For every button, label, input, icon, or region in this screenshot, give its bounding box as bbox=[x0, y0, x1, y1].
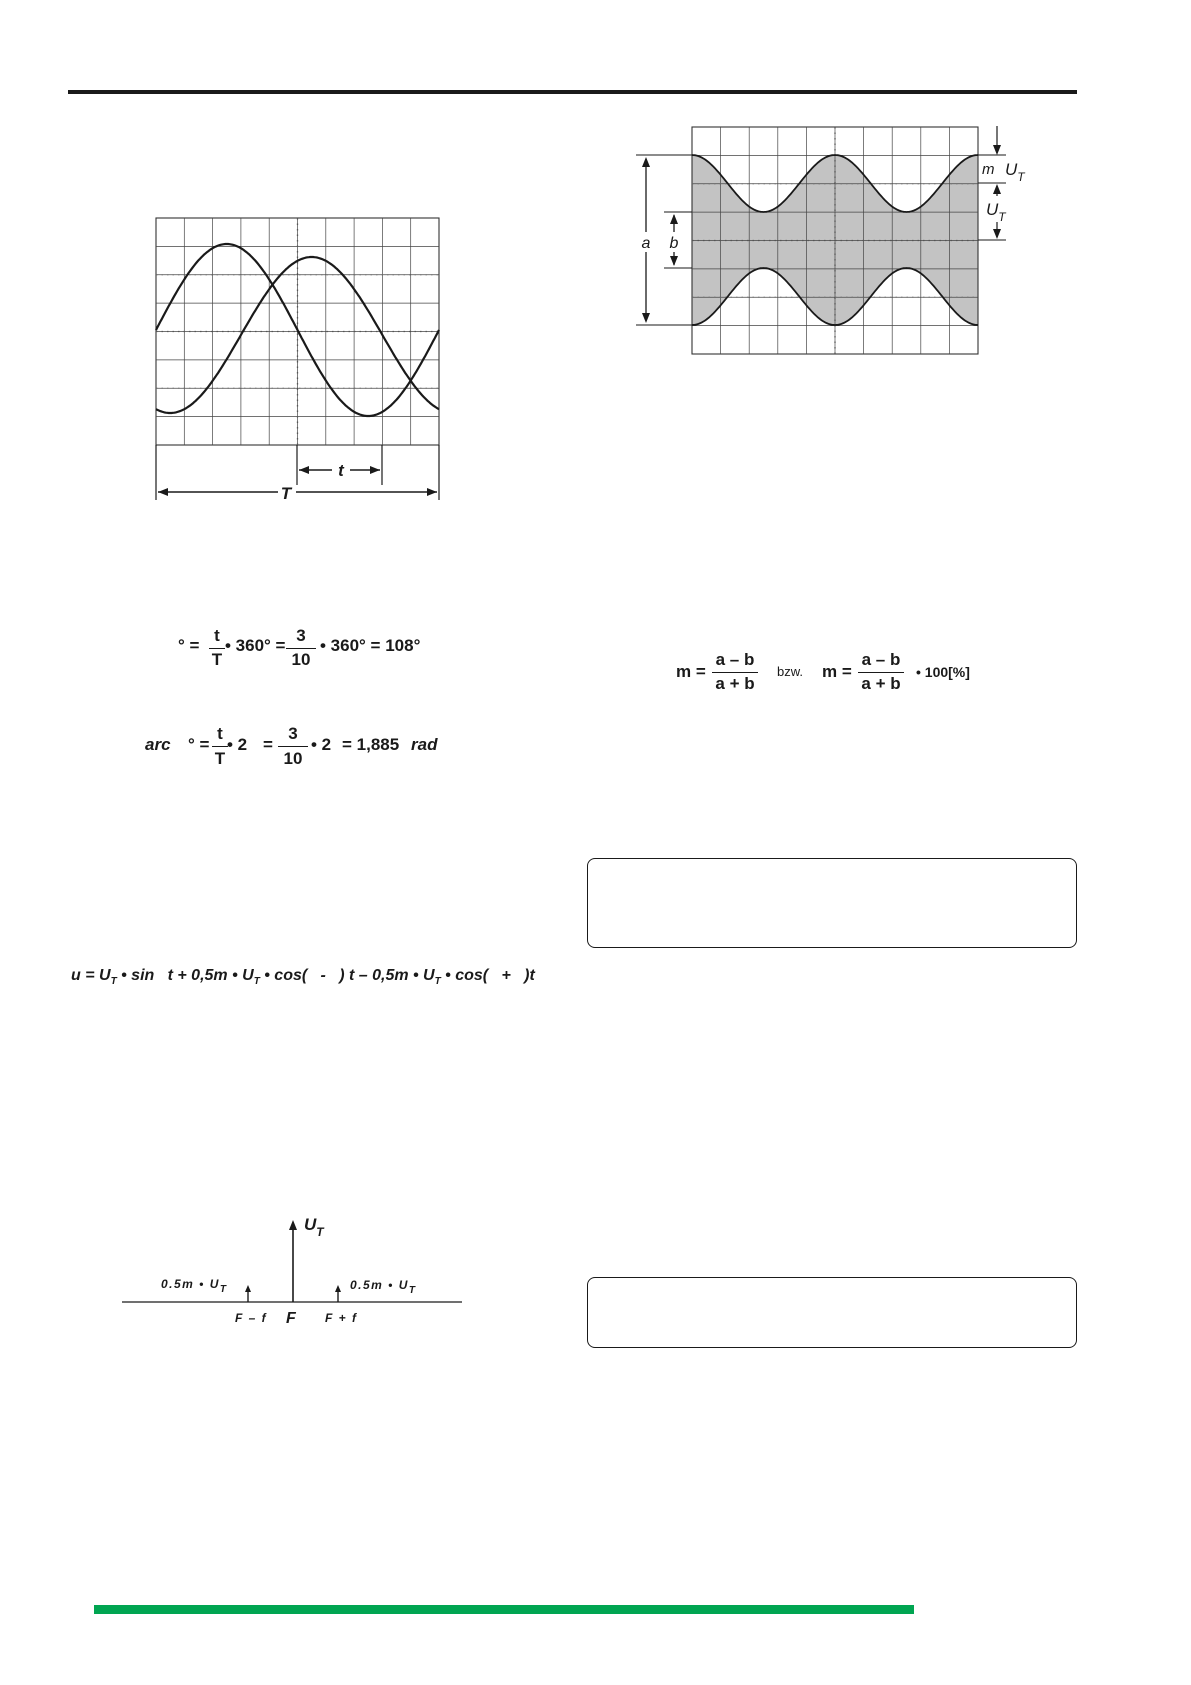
subscript-T: T bbox=[110, 976, 117, 988]
m-equals: m = bbox=[822, 662, 852, 681]
m-equals: m = bbox=[676, 662, 706, 681]
fraction-numerator-3: 3 bbox=[296, 626, 306, 645]
unit-rad: rad bbox=[411, 735, 438, 754]
phase-degree-formula bbox=[178, 626, 448, 672]
f-minus-label: F – f bbox=[235, 1311, 268, 1325]
fraction-bar bbox=[712, 672, 758, 673]
m-ut-label: $U_T$ bbox=[1005, 160, 1025, 184]
f-center-label: F bbox=[286, 1310, 296, 1327]
degree-symbol-equals: ° = bbox=[188, 735, 210, 754]
fraction-bar bbox=[212, 746, 228, 747]
footer-accent-bar bbox=[94, 1605, 914, 1614]
fraction-bar bbox=[858, 672, 904, 673]
t-label: t bbox=[338, 461, 344, 480]
upper-sideband-label: 0.5m • $U_T$ bbox=[350, 1278, 417, 1296]
modulation-depth-formula bbox=[676, 650, 996, 696]
multiply-2-pi: • 2 bbox=[227, 735, 248, 754]
fraction-bar bbox=[209, 648, 225, 649]
equation-part-2: • cos( - ) t – 0,5m • U bbox=[259, 967, 435, 984]
degree-symbol-equals: ° = bbox=[178, 636, 200, 655]
carrier-amplitude-label: $U_T$ bbox=[304, 1215, 324, 1239]
note-box-upper bbox=[587, 858, 1077, 948]
f-plus-label: F + f bbox=[325, 1311, 358, 1325]
fraction-numerator: a – b bbox=[715, 650, 755, 669]
fraction-numerator: a – b bbox=[861, 650, 901, 669]
T-label: T bbox=[280, 484, 292, 503]
fraction-denominator-10: 10 bbox=[291, 650, 311, 669]
note-box-lower bbox=[587, 1277, 1077, 1348]
multiply-360: • 360° = bbox=[225, 636, 286, 655]
fraction-denominator: a + b bbox=[861, 674, 901, 693]
am-envelope-figure bbox=[630, 115, 1045, 365]
equals-sign: = bbox=[263, 735, 273, 754]
ut-label: $U_T$ bbox=[986, 200, 1006, 224]
fraction-denominator-T: T bbox=[211, 650, 223, 669]
percent-factor: • 100[%] bbox=[916, 664, 970, 680]
multiply-2-pi: • 2 bbox=[311, 735, 332, 754]
b-label: b bbox=[669, 235, 679, 252]
subscript-T: T bbox=[434, 976, 441, 988]
lower-sideband-label: 0.5m • $U_T$ bbox=[161, 1277, 228, 1295]
am-grid bbox=[692, 127, 978, 354]
phase-difference-figure bbox=[140, 210, 450, 510]
equation-part-3: • cos( + )t bbox=[440, 967, 535, 984]
arc-label: arc bbox=[145, 735, 171, 754]
fraction-numerator-t: t bbox=[214, 626, 220, 645]
fraction-denominator-10: 10 bbox=[283, 749, 303, 768]
result-108-degrees: • 360° = 108° bbox=[320, 636, 421, 655]
result-value: = 1,885 bbox=[342, 735, 400, 754]
a-label: a bbox=[641, 235, 651, 252]
equation-part-1: • sin t + 0,5m • U bbox=[116, 967, 254, 984]
subscript-T: T bbox=[253, 976, 260, 988]
fraction-bar bbox=[278, 746, 308, 747]
am-signal-equation bbox=[71, 967, 535, 987]
top-rule bbox=[68, 90, 1077, 94]
fraction-denominator: a + b bbox=[715, 674, 755, 693]
fraction-denominator-T: T bbox=[214, 749, 226, 768]
bzw-label: bzw. bbox=[777, 664, 804, 679]
fraction-bar bbox=[286, 648, 316, 649]
am-spectrum-diagram bbox=[110, 1210, 470, 1335]
m-label: m bbox=[982, 161, 995, 178]
fraction-numerator-t: t bbox=[217, 724, 223, 743]
equation-part-u: u = U bbox=[71, 967, 111, 984]
fraction-numerator-3: 3 bbox=[288, 724, 298, 743]
phase-arc-formula bbox=[145, 724, 455, 770]
